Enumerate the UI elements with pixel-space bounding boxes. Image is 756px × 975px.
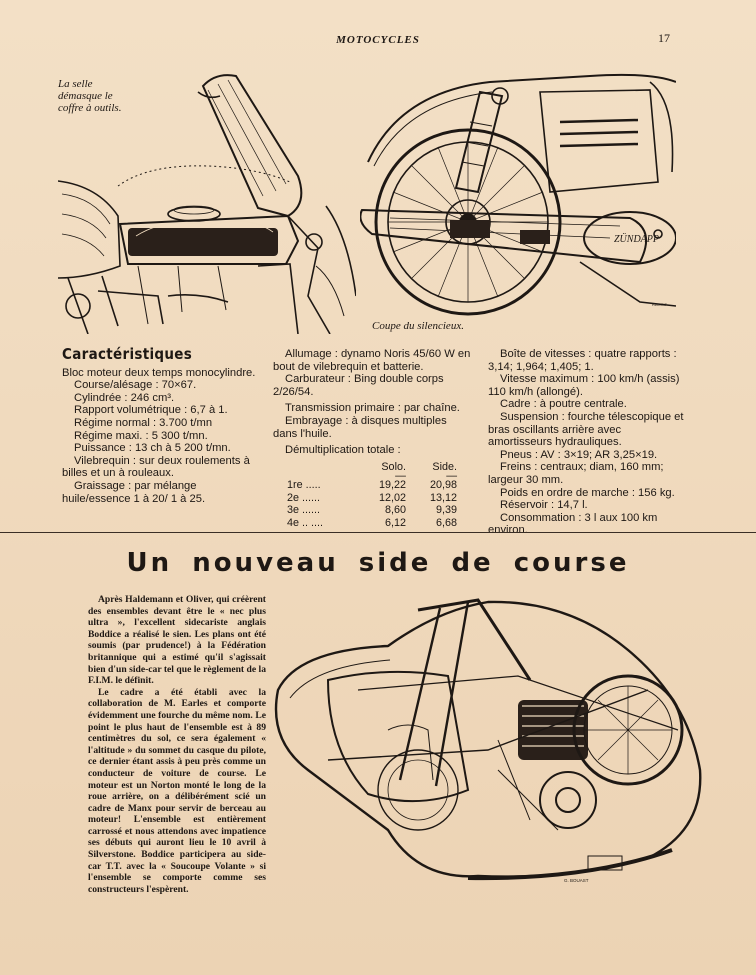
spec-line: Consommation : 3 l aux 100 km environ. (488, 511, 658, 537)
silencer-caption: Coupe du silencieux. (372, 320, 464, 332)
silencer-cutaway-illustration (360, 62, 676, 318)
saddle-caption: La selle démasque le coffre à outils. (58, 78, 122, 114)
gear-row: 4e .. .... 6,12 6,68 (287, 516, 457, 529)
running-header: MOTOCYCLES (336, 34, 420, 46)
spec-line: Boîte de vitesses : quatre rapports : 3,14; 1,964; 1,405; 1. (488, 348, 677, 373)
gear-row: 2e ...... 12,02 13,12 (287, 491, 457, 504)
gear-ratio-table: Solo. Side. — — 1re ..... 19,22 20,98 2e ...... 12,02 13,12 3e ...... 8,60 9,39 4e .. .... 6,12 6,68 (287, 460, 457, 529)
specs-column-3 (488, 348, 686, 537)
specs-column-2 (273, 348, 473, 529)
spec-line: Rapport volumétrique : 6,7 à 1. (74, 404, 228, 417)
spec-line: Freins : centraux; diam, 160 mm; largeur 30 mm. (488, 461, 664, 486)
gear-row: 3e ...... 8,60 9,39 (287, 504, 457, 517)
spec-line: Carburateur : Bing double corps 2/26/54. (273, 373, 444, 398)
page-number: 17 (658, 31, 670, 45)
spec-line: Vilebrequin : sur deux roulements à billes et un à rouleaux. (62, 454, 250, 480)
spec-line: Bloc moteur deux temps monocylindre. (62, 366, 256, 379)
specs-column-1 (62, 345, 260, 505)
spec-line: Réservoir : 14,7 l. (500, 499, 588, 512)
article-paragraph: Le cadre a été établi avec la collaboration de M. Earles et comporte évidemment une fourche du même nom. Le point le plus haut de l'ensemble est à 89 centimètres du sol, ce sera également « l'altitude » du sommet du casque du pilote, ce dernier étant assis à peu près comme un conducteur de voiture de course. Le moteur est un Norton monté le long de la roue arrière, on a délibérément scié un cadre de Manx pour servir de berceau au moteur! L'ensemble est entièrement carrossé et nous attendons avec impatience ses débuts qui auront lieu le 10 avril à Silverstone. Boddice participera au side-car T.T. avec la « Soucoupe Volante » si l'ensemble se comporte comme ses constructeurs l'espèrent. (88, 686, 266, 895)
spec-line: Poids en ordre de marche : 156 kg. (500, 486, 675, 499)
sidecar-signature: G. BOUAST (564, 878, 589, 883)
article-headline: Un nouveau side de course (126, 548, 630, 578)
svg-text:ZÜNDAPP: ZÜNDAPP (614, 234, 659, 245)
spec-line: Allumage : dynamo Noris 45/60 W en bout de vilebrequin et batterie. (273, 348, 471, 373)
spec-line: Régime maxi. : 5 300 t/mn. (74, 429, 208, 442)
spec-line: Course/alésage : 70×67. (74, 379, 197, 392)
spec-line: Pneus : AV : 3×19; AR 3,25×19. (500, 448, 658, 461)
spec-line: Vitesse maximum : 100 km/h (assis) 110 km/h (allongé). (488, 373, 680, 398)
gear-row: 1re ..... 19,22 20,98 (287, 479, 457, 492)
article-paragraph: Après Haldemann et Oliver, qui créèrent des ensembles devant être le « nec plus ultra », l'excellent sidecariste anglais Boddice a réalisé le sien. Les plans ont été soumis (par prudence!) à la Fédération britannique qui a estimé qu'il s'agissait bien d'un side-car tel que le règlement de la F.I.M. le définit. (88, 594, 266, 687)
gear-header-solo: Solo. (381, 460, 406, 473)
spec-line: Régime normal : 3.700 t/mn (74, 416, 213, 429)
spec-line: Transmission primaire : par chaîne. (285, 402, 460, 415)
silencer-signature: RAGRIF (652, 302, 668, 307)
article-body (88, 594, 266, 895)
spec-line: Cylindrée : 246 cm³. (74, 391, 175, 404)
spec-line: Cadre : à poutre centrale. (500, 398, 627, 411)
gear-header-side: Side. (432, 460, 457, 473)
spec-line: Embrayage : à disques multiples dans l'huile. (273, 414, 447, 440)
racing-sidecar-illustration (268, 580, 708, 892)
spec-line: Suspension : fourche télescopique et bras oscillants arrière avec amortisseurs hydrauliques. (488, 410, 684, 449)
spec-line: Graissage : par mélange huile/essence 1 à 20/ 1 à 25. (62, 479, 206, 505)
specs-title: Caractéristiques (62, 345, 193, 364)
spec-line: Puissance : 13 ch à 5 200 t/mn. (74, 442, 231, 455)
section-divider (0, 532, 756, 533)
spec-line: Démultiplication totale : (285, 444, 401, 457)
